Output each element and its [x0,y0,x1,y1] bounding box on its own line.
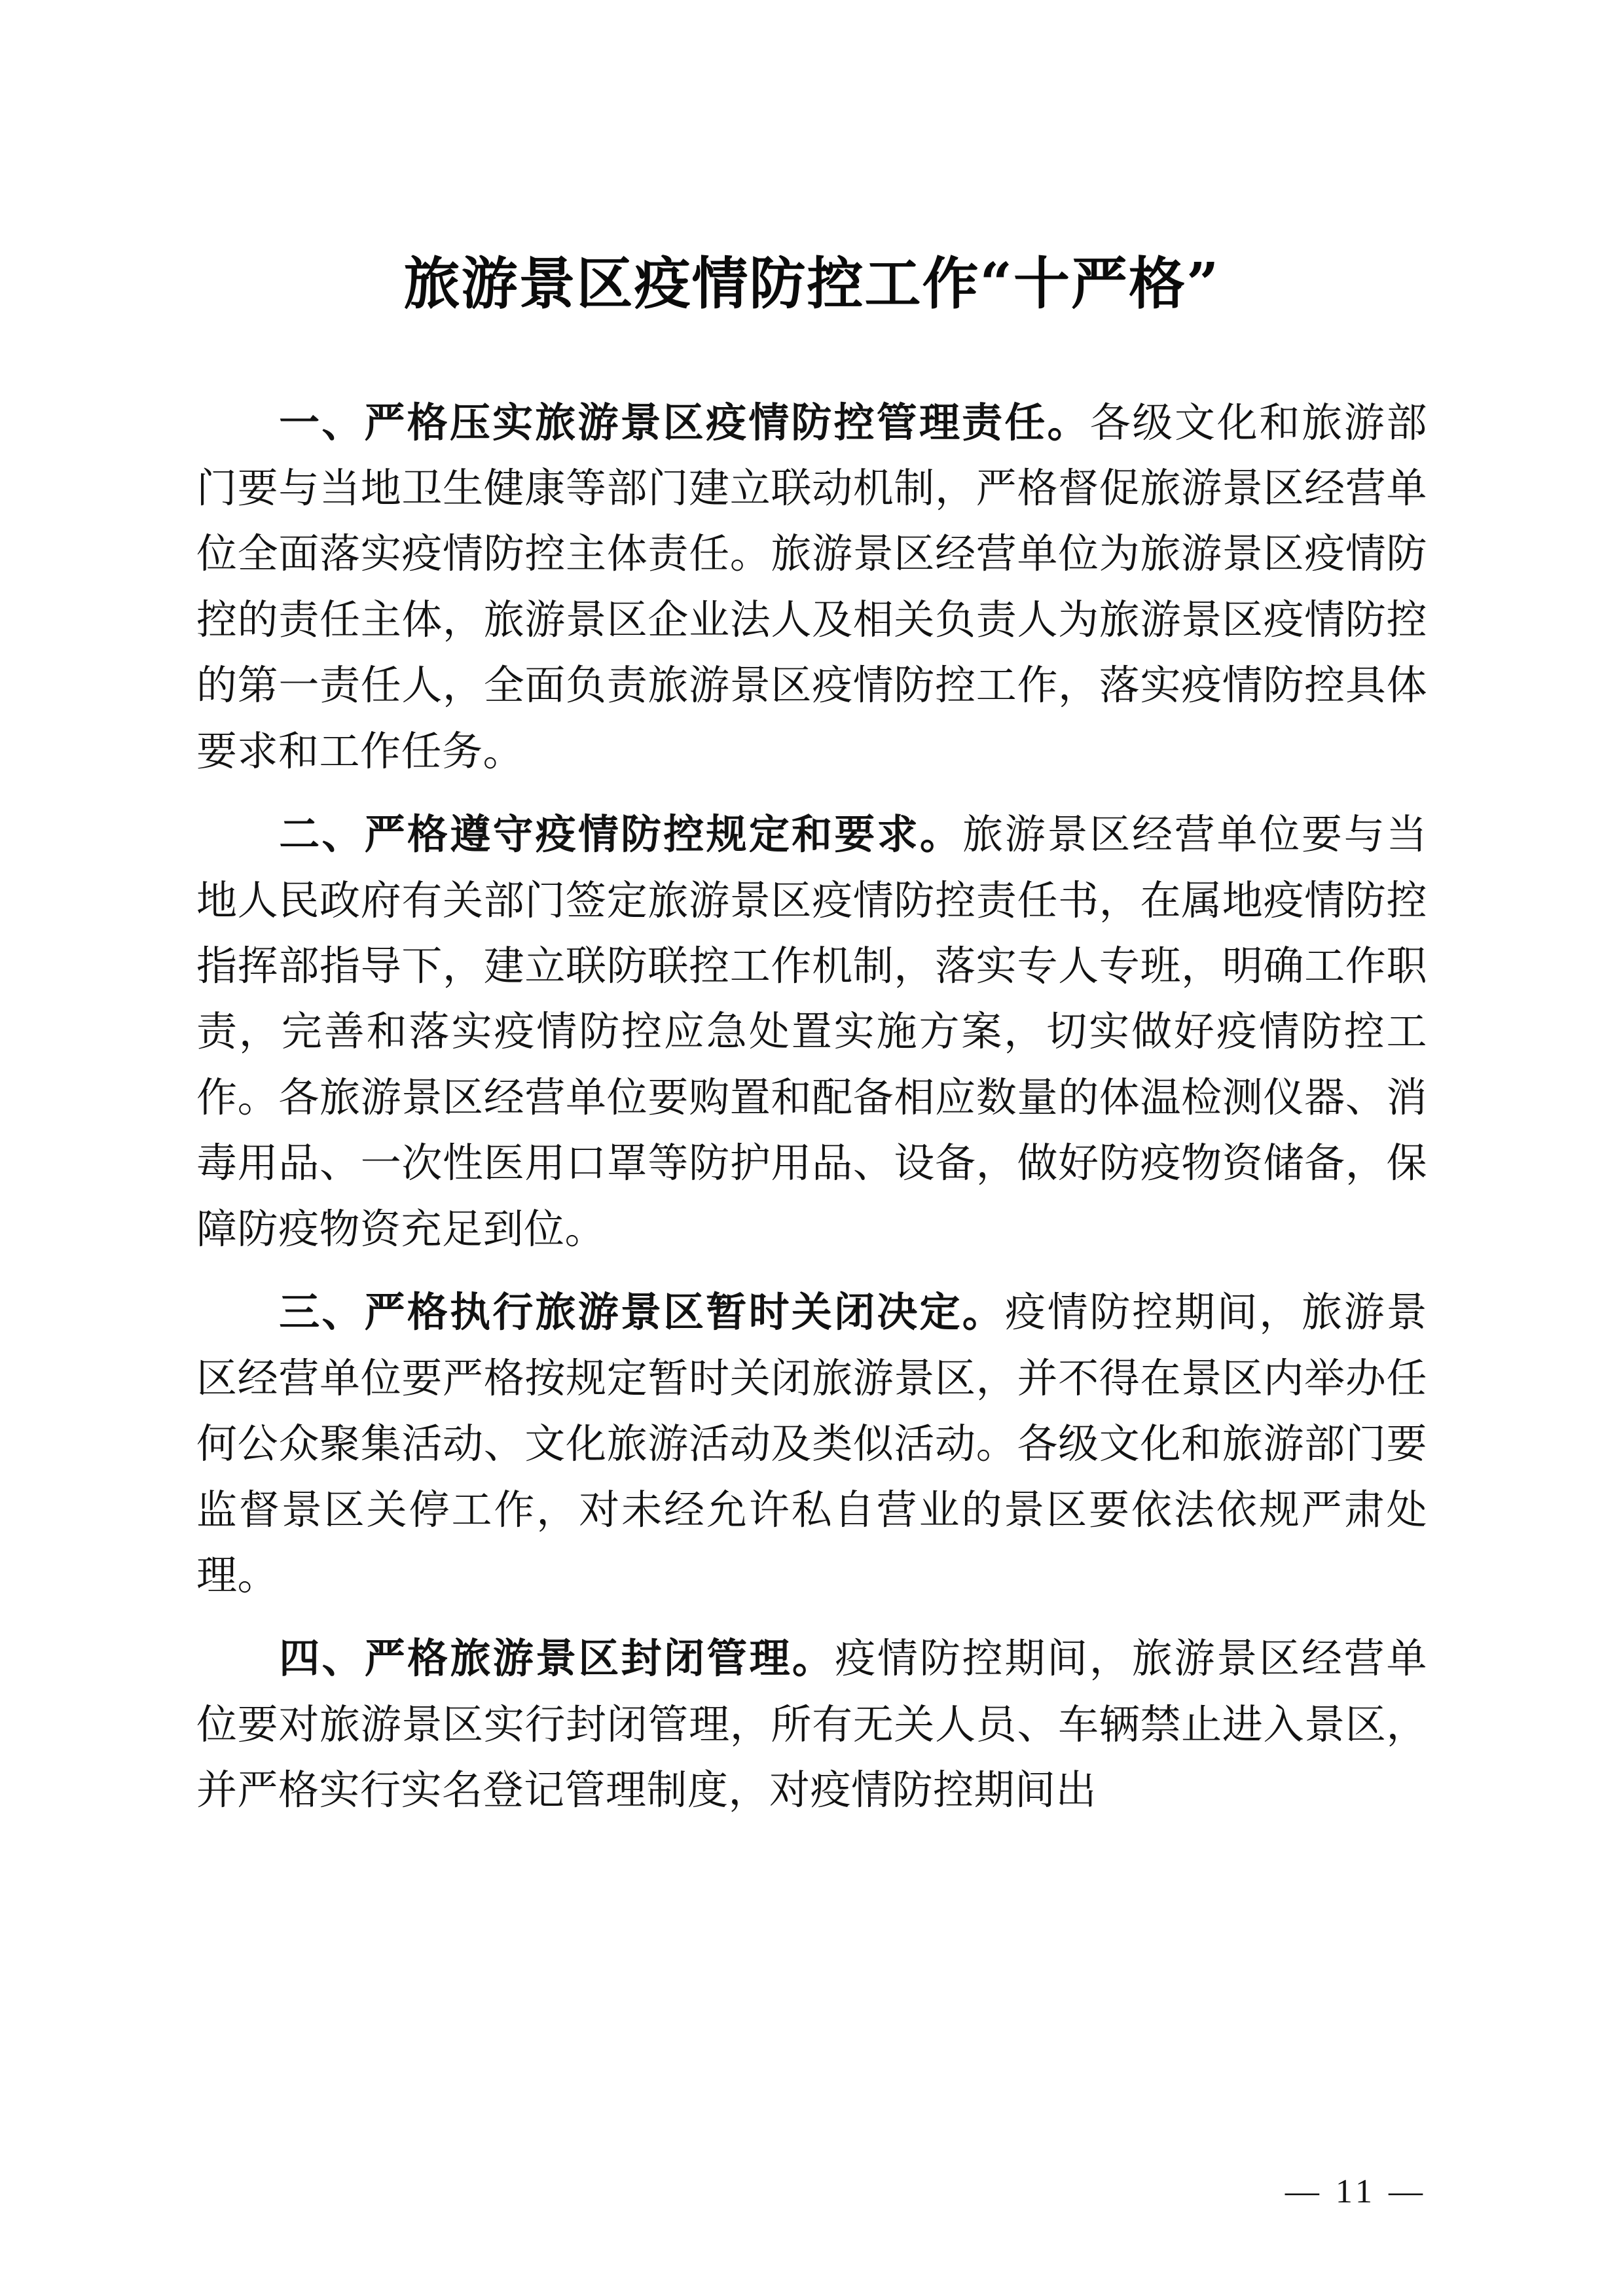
paragraph-4-lead: 四、严格旅游景区封闭管理。 [278,1634,835,1683]
paragraph-2-lead: 二、严格遵守疫情防控规定和要求。 [278,810,963,859]
paragraph-3 [196,1280,1427,1609]
paragraph-4 [196,1626,1427,1823]
document-body [196,249,1427,1841]
page-title: 旅游景区疫情防控工作“十严格” [403,251,1220,317]
paragraph-1 [196,390,1427,785]
page-number: — 11 — [1285,2173,1427,2210]
paragraph-4-body: 疫情防控期间，旅游景区经营单位要对旅游景区实行封闭管理，所有无关人员、车辆禁止进入景区，并严格实行实名登记管理制度，对疫情防控期间出 [196,1637,1427,1814]
paragraph-3-body: 疫情防控期间，旅游景区经营单位要严格按规定暂时关闭旅游景区，并不得在景区内举办任何公众聚集活动、文化旅游活动及类似活动。各级文化和旅游部门要监督景区关停工作，对未经允许私自营业的景区要依法依规严肃处理。 [196,1291,1427,1598]
paragraph-2-body: 旅游景区经营单位要与当地人民政府有关部门签定旅游景区疫情防控责任书，在属地疫情防控指挥部指导下，建立联防联控工作机制，落实专人专班，明确工作职责，完善和落实疫情防控应急处置实施方案，切实做好疫情防控工作。各旅游景区经营单位要购置和配备相应数量的体温检测仪器、消毒用品、一次性医用口罩等防护用品、设备，做好防疫物资储备，保障防疫物资充足到位。 [196,813,1427,1252]
paragraph-1-body: 各级文化和旅游部门要与当地卫生健康等部门建立联动机制，严格督促旅游景区经营单位全面落实疫情防控主体责任。旅游景区经营单位为旅游景区疫情防控的责任主体，旅游景区企业法人及相关负责人为旅游景区疫情防控的第一责任人，全面负责旅游景区疫情防控工作，落实疫情防控具体要求和工作任务。 [196,401,1427,774]
paragraph-1-lead: 一、严格压实旅游景区疫情防控管理责任。 [278,398,1090,446]
paragraph-3-lead: 三、严格执行旅游景区暂时关闭决定。 [278,1288,1005,1336]
paragraph-2 [196,802,1427,1263]
